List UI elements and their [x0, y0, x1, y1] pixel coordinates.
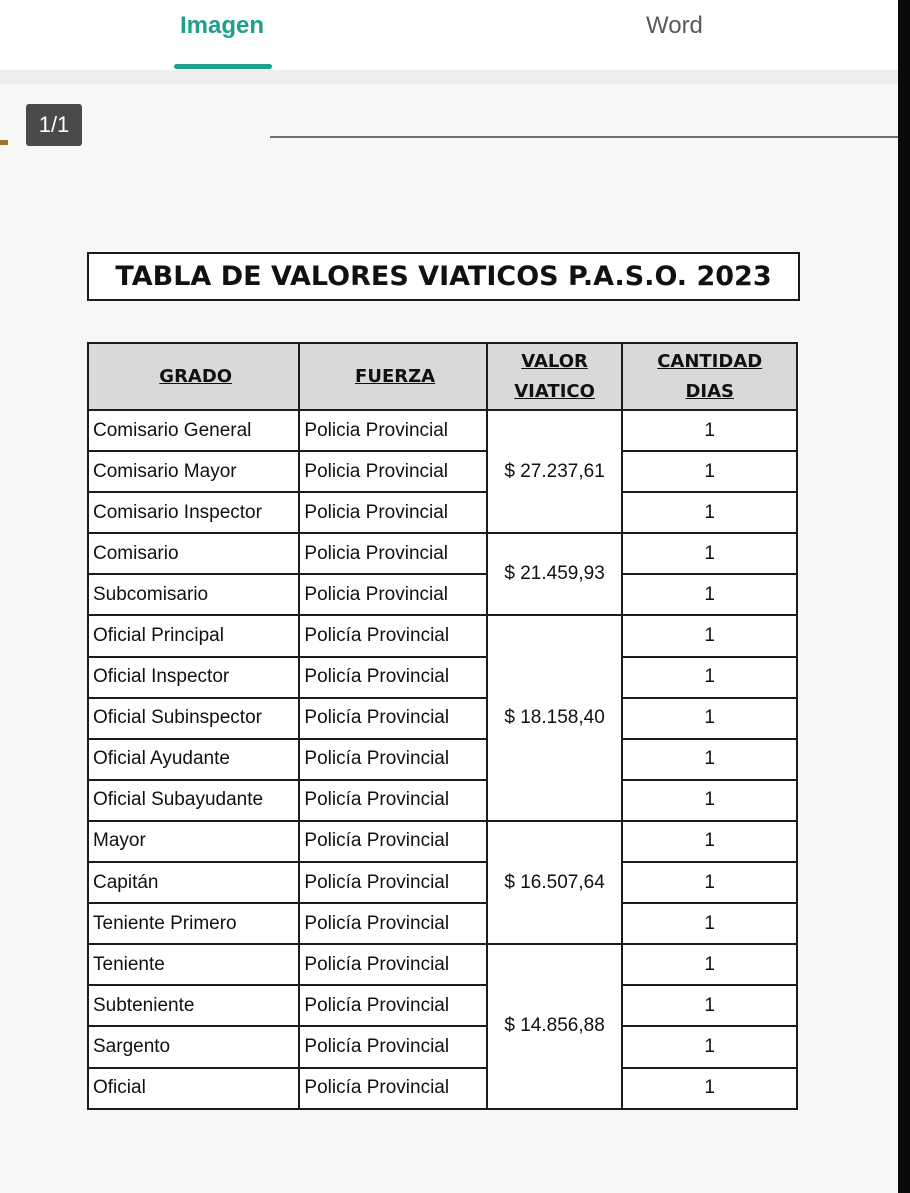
table-header-row — [88, 343, 797, 410]
cell-fuerza: Policia Provincial — [299, 451, 486, 492]
cell-cantidad-dias: 1 — [622, 1068, 797, 1109]
document-title: TABLA DE VALORES VIATICOS P.A.S.O. 2023 — [87, 252, 800, 301]
cell-cantidad-dias: 1 — [622, 780, 797, 821]
cell-grado: Oficial Subayudante — [88, 780, 299, 821]
cell-cantidad-dias: 1 — [622, 410, 797, 451]
cell-grado: Oficial Ayudante — [88, 739, 299, 780]
cell-cantidad-dias: 1 — [622, 615, 797, 656]
header-grado: GRADO — [88, 343, 299, 410]
cell-valor-viatico: $ 21.459,93 — [487, 533, 623, 615]
table-row — [88, 410, 797, 451]
tab-bar — [0, 0, 910, 70]
cell-cantidad-dias: 1 — [622, 903, 797, 944]
cell-cantidad-dias: 1 — [622, 739, 797, 780]
cell-grado: Comisario Mayor — [88, 451, 299, 492]
cell-cantidad-dias: 1 — [622, 862, 797, 903]
cell-valor-viatico: $ 16.507,64 — [487, 821, 623, 944]
cell-cantidad-dias: 1 — [622, 698, 797, 739]
cell-cantidad-dias: 1 — [622, 451, 797, 492]
header-valor-viatico: VALOR VIATICO — [487, 343, 623, 410]
cell-cantidad-dias: 1 — [622, 821, 797, 862]
cell-fuerza: Policía Provincial — [299, 903, 486, 944]
cell-cantidad-dias: 1 — [622, 533, 797, 574]
cell-cantidad-dias: 1 — [622, 657, 797, 698]
tab-imagen[interactable]: Imagen — [180, 12, 265, 39]
cell-fuerza: Policía Provincial — [299, 739, 486, 780]
cell-fuerza: Policía Provincial — [299, 821, 486, 862]
cell-fuerza: Policía Provincial — [299, 780, 486, 821]
table-row — [88, 657, 797, 698]
cell-fuerza: Policía Provincial — [299, 615, 486, 656]
table-row — [88, 821, 797, 862]
table-row — [88, 698, 797, 739]
cell-fuerza: Policia Provincial — [299, 574, 486, 615]
table-row — [88, 533, 797, 574]
cell-grado: Oficial — [88, 1068, 299, 1109]
active-tab-indicator — [174, 64, 272, 69]
cell-fuerza: Policía Provincial — [299, 1026, 486, 1067]
cell-fuerza: Policía Provincial — [299, 1068, 486, 1109]
cell-fuerza: Policía Provincial — [299, 698, 486, 739]
cell-fuerza: Policia Provincial — [299, 533, 486, 574]
cell-grado: Oficial Inspector — [88, 657, 299, 698]
cell-grado: Subteniente — [88, 985, 299, 1026]
cell-fuerza: Policía Provincial — [299, 985, 486, 1026]
cell-grado: Comisario Inspector — [88, 492, 299, 533]
cell-cantidad-dias: 1 — [622, 574, 797, 615]
cell-cantidad-dias: 1 — [622, 492, 797, 533]
table-row — [88, 1068, 797, 1109]
document-rule — [270, 136, 898, 138]
viaticos-table — [87, 342, 798, 1110]
table-row — [88, 615, 797, 656]
cell-grado: Teniente — [88, 944, 299, 985]
header-divider — [0, 70, 910, 84]
cell-grado: Comisario — [88, 533, 299, 574]
cell-grado: Subcomisario — [88, 574, 299, 615]
cell-grado: Mayor — [88, 821, 299, 862]
cell-valor-viatico: $ 27.237,61 — [487, 410, 623, 533]
cell-fuerza: Policia Provincial — [299, 492, 486, 533]
table-row — [88, 492, 797, 533]
table-row — [88, 780, 797, 821]
cell-fuerza: Policía Provincial — [299, 657, 486, 698]
table-row — [88, 985, 797, 1026]
cell-valor-viatico: $ 18.158,40 — [487, 615, 623, 820]
cell-grado: Oficial Principal — [88, 615, 299, 656]
cell-grado: Sargento — [88, 1026, 299, 1067]
table-row — [88, 574, 797, 615]
table-row — [88, 903, 797, 944]
header-cantidad-dias: CANTIDAD DIAS — [622, 343, 797, 410]
cell-grado: Comisario General — [88, 410, 299, 451]
header-fuerza: FUERZA — [299, 343, 486, 410]
cell-cantidad-dias: 1 — [622, 985, 797, 1026]
cell-cantidad-dias: 1 — [622, 1026, 797, 1067]
cell-valor-viatico: $ 14.856,88 — [487, 944, 623, 1108]
table-row — [88, 451, 797, 492]
page-indicator: 1/1 — [26, 104, 82, 146]
table-row — [88, 1026, 797, 1067]
table-body — [88, 410, 797, 1109]
edge-mark — [0, 140, 8, 145]
tab-word[interactable]: Word — [646, 12, 703, 39]
cell-grado: Capitán — [88, 862, 299, 903]
cell-fuerza: Policía Provincial — [299, 944, 486, 985]
cell-grado: Oficial Subinspector — [88, 698, 299, 739]
cell-cantidad-dias: 1 — [622, 944, 797, 985]
cell-grado: Teniente Primero — [88, 903, 299, 944]
cell-fuerza: Policia Provincial — [299, 410, 486, 451]
screen-edge — [898, 0, 910, 1193]
cell-fuerza: Policía Provincial — [299, 862, 486, 903]
table-row — [88, 739, 797, 780]
table-row — [88, 862, 797, 903]
table-row — [88, 944, 797, 985]
